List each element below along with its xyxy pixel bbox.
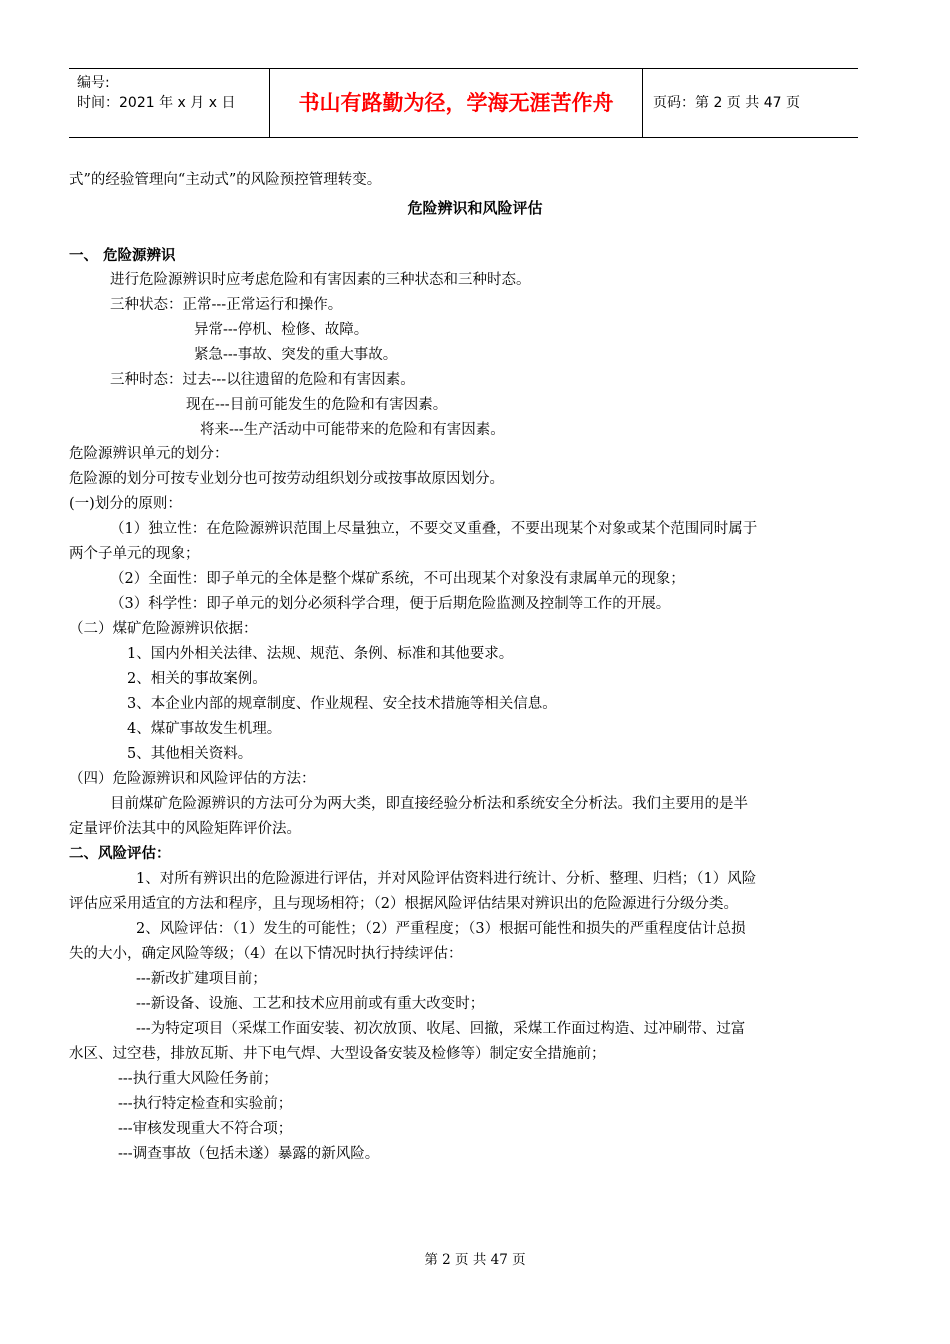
body-line: ---新设备、设施、工艺和技术应用前或有重大改变时； (136, 996, 485, 1012)
body-line: 定量评价法其中的风险矩阵评价法。 (69, 821, 301, 837)
body-line: 三种时态：过去---以往遗留的危险和有害因素。 (110, 372, 415, 388)
body-line: 两个子单元的现象； (69, 546, 200, 562)
body-line: 目前煤矿危险源辨识的方法可分为两大类，即直接经验分析法和系统安全分析法。我们主要用的是半 (110, 796, 748, 812)
body-line: 紧急---事故、突发的重大事故。 (194, 347, 398, 363)
body-line: 5、其他相关资料。 (127, 746, 253, 762)
body-line: （2）全面性：即子单元的全体是整个煤矿系统，不可出现某个对象没有隶属单元的现象； (110, 571, 685, 587)
body-line: 4、煤矿事故发生机理。 (127, 721, 282, 737)
document-header (69, 68, 858, 138)
heading-line: 二、风险评估： (69, 846, 171, 862)
body-line: （二）煤矿危险源辨识依据： (69, 621, 258, 637)
body-line: （四）危险源辨识和风险评估的方法： (69, 771, 316, 787)
body-line: 进行危险源辨识时应考虑危险和有害因素的三种状态和三种时态。 (110, 272, 531, 288)
body-line: 1、国内外相关法律、法规、规范、条例、标准和其他要求。 (127, 646, 514, 662)
body-line: （3）科学性：即子单元的划分必须科学合理，便于后期危险监测及控制等工作的开展。 (110, 596, 671, 612)
body-line: 危险源的划分可按专业划分也可按劳动组织划分或按事故原因划分。 (69, 471, 504, 487)
body-line: 异常---停机、检修、故障。 (194, 322, 369, 338)
section-title: 危险辨识和风险评估 (407, 199, 543, 217)
body-line: 评估应采用适宜的方法和程序，且与现场相符；（2）根据风险评估结果对辨识出的危险源进行分级分类。 (69, 896, 738, 912)
body-line: ---新改扩建项目前； (136, 971, 267, 987)
body-line: ---调查事故（包括未遂）暴露的新风险。 (118, 1146, 380, 1162)
body-line: ---为特定项目（采煤工作面安装、初次放顶、收尾、回撤，采煤工作面过构造、过冲刷带、过富 (136, 1021, 746, 1037)
header-meta-cell (69, 69, 270, 137)
intro-line: 式”的经验管理向“主动式”的风险预控管理转变。 (69, 172, 382, 188)
heading-line: 一、 危险源辨识 (69, 248, 176, 264)
body-line: 危险源辨识单元的划分： (69, 446, 229, 462)
body-line: 将来---生产活动中可能带来的危险和有害因素。 (200, 422, 505, 438)
body-line: (一)划分的原则： (69, 496, 182, 512)
body-line: 1、对所有辨识出的危险源进行评估，并对风险评估资料进行统计、分析、整理、归档；（1）风险 (136, 871, 757, 887)
body-line: ---执行重大风险任务前； (118, 1071, 278, 1087)
body-line: ---审核发现重大不符合项； (118, 1121, 293, 1137)
body-line: 2、风险评估：（1）发生的可能性；（2）严重程度；（3）根据可能性和损失的严重程度估计总损 (136, 921, 746, 937)
body-line: 2、相关的事故案例。 (127, 671, 267, 687)
body-line: 现在---目前可能发生的危险和有害因素。 (186, 397, 448, 413)
body-line: 失的大小，确定风险等级；（4）在以下情况时执行持续评估： (69, 946, 463, 962)
document-number-label: 编号: (77, 75, 110, 91)
body-line: 水区、过空巷，排放瓦斯、井下电气焊、大型设备安装及检修等）制定安全措施前； (69, 1046, 606, 1062)
body-line: 三种状态：正常---正常运行和操作。 (110, 297, 343, 313)
body-line: （1）独立性：在危险源辨识范围上尽量独立，不要交叉重叠，不要出现某个对象或某个范围同时属于 (110, 521, 758, 537)
header-motto: 书山有路勤为径，学海无涯苦作舟 (270, 69, 643, 137)
body-line: 3、本企业内部的规章制度、作业规程、安全技术措施等相关信息。 (127, 696, 557, 712)
page-footer: 第 2 页 共 47 页 (424, 1252, 526, 1268)
document-time-label: 时间：2021 年 x 月 x 日 (77, 95, 236, 111)
header-page-info: 页码：第 2 页 共 47 页 (653, 95, 800, 111)
body-line: ---执行特定检查和实验前； (118, 1096, 293, 1112)
